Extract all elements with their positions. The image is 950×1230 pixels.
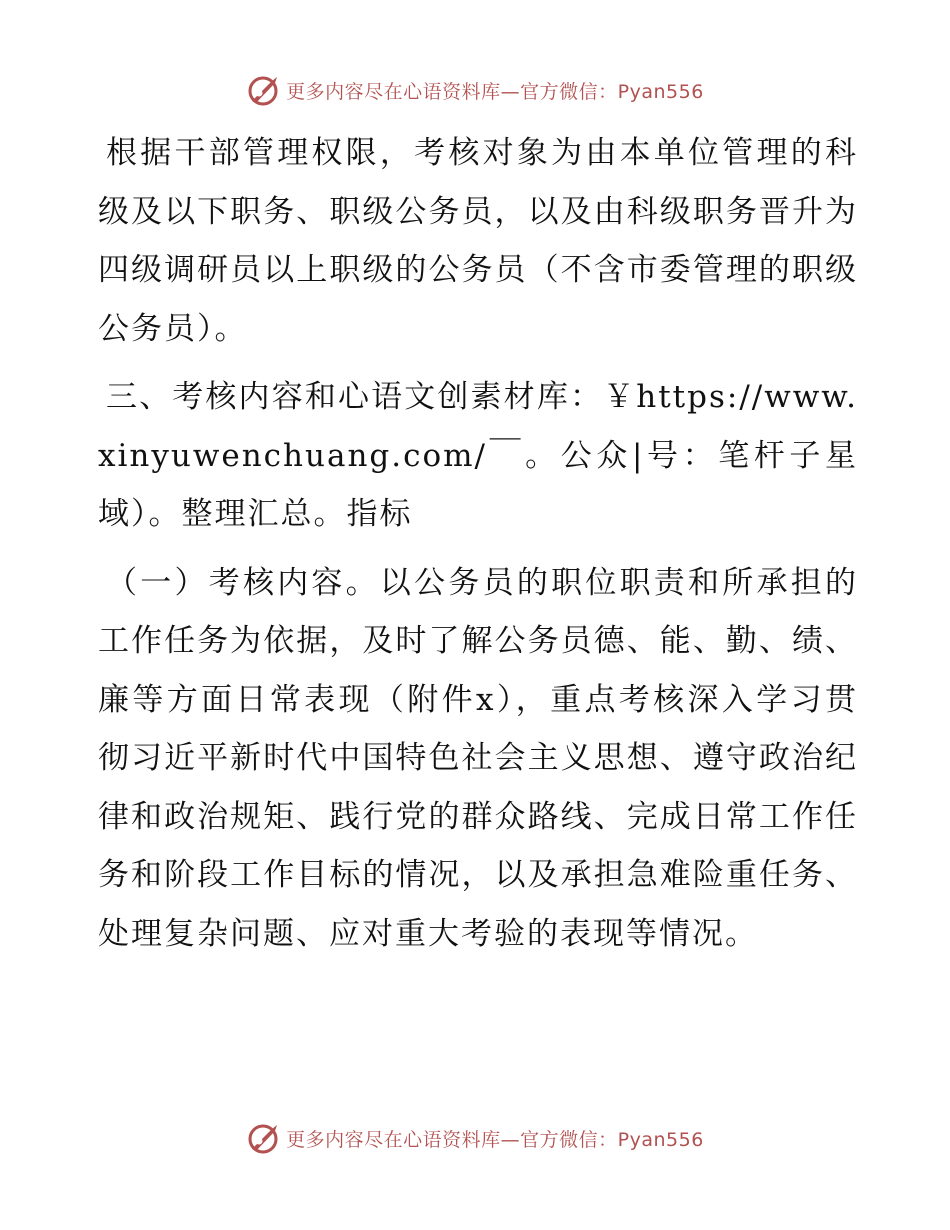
paragraph-assessment-content: （一）考核内容。以公务员的职位职责和所承担的工作任务为依据，及时了解公务员德、能、勤、绩、廉等方面日常表现（附件x），重点考核深入学习贯彻习近平新时代中国特色社会主义思想、遵守政治纪律和政治规矩、践行党的群众路线、完成日常工作任务和阶段工作目标的情况，以及承担急难险重任务、处理复杂问题、应对重大考验的表现等情况。: [98, 564, 858, 952]
watermark-text: [286, 77, 704, 104]
footer-watermark: [0, 1118, 950, 1158]
pen-logo-icon: [246, 73, 282, 107]
document-body: [98, 124, 858, 963]
watermark-wechat-id: Pyan556: [617, 1128, 704, 1151]
watermark-label: 更多内容尽在心语资料库—官方微信：: [286, 80, 618, 103]
watermark-wechat-id: Pyan556: [617, 80, 704, 103]
paragraph-assessment-scope: 根据干部管理权限，考核对象为由本单位管理的科级及以下职务、职级公务员，以及由科级职务晋升为四级调研员以上职级的公务员（不含市委管理的职级公务员）。: [98, 135, 858, 347]
watermark-text: [286, 1125, 704, 1152]
watermark-label: 更多内容尽在心语资料库—官方微信：: [286, 1128, 618, 1151]
pen-logo-icon: [246, 1121, 282, 1155]
paragraph-section-three-heading: 三、考核内容和心语文创素材库：￥https://www.xinyuwenchuang.com/￣。公众|号：笔杆子星域）。整理汇总。指标: [98, 379, 858, 532]
header-watermark: [0, 70, 950, 110]
